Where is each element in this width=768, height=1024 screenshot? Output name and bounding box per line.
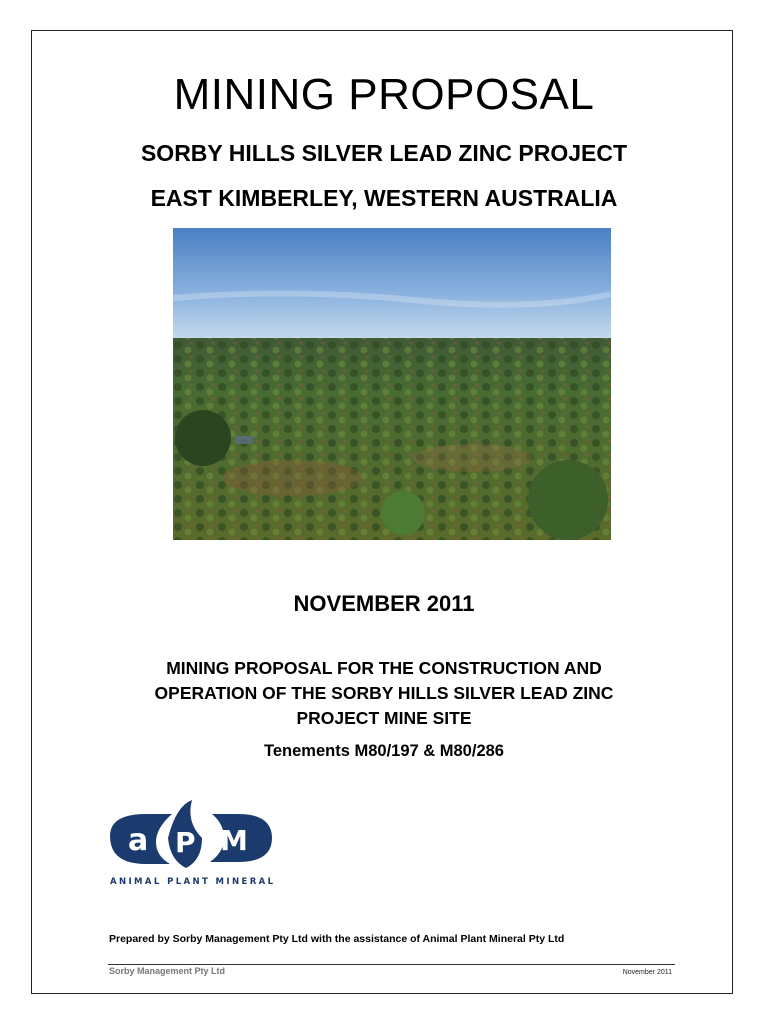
logo-letter-m: M [220,824,248,857]
logo-letter-a: a [128,823,149,858]
apm-logo [106,798,278,890]
project-location: EAST KIMBERLEY, WESTERN AUSTRALIA [150,185,618,211]
footer-date: November 2011 [622,969,672,976]
logo-caption: ANIMAL PLANT MINERAL [110,877,276,887]
footer-company: Sorby Management Pty Ltd [109,966,226,976]
proposal-description: MINING PROPOSAL FOR THE CONSTRUCTION AND OPERATION OF THE SORBY HILLS SILVER LEAD ZINC PROJECT MINE SITE [154,658,614,728]
landscape-photo [173,228,611,540]
document-date: NOVEMBER 2011 [293,591,475,616]
project-name: SORBY HILLS SILVER LEAD ZINC PROJECT [140,140,628,166]
prepared-by-statement: Prepared by Sorby Management Pty Ltd with the assistance of Animal Plant Mineral Pty Ltd [109,933,565,945]
footer-divider [108,964,675,965]
logo-letter-p: P [175,826,196,859]
document-title: MINING PROPOSAL [173,70,595,119]
tenements-text: Tenements M80/197 & M80/286 [264,742,504,760]
